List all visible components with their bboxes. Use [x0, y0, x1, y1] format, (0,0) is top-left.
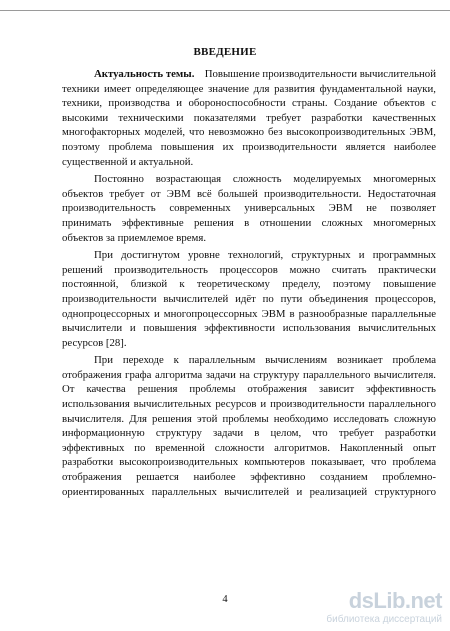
- text-line: [0, 485, 450, 500]
- text-line: [0, 397, 450, 412]
- text-line: [0, 441, 450, 456]
- text-line-content: ресурсов [28].: [62, 336, 127, 349]
- text-line-content: решений производительность процессоров можно считать практически: [62, 263, 436, 276]
- text-line-content: производительность современных универсальных ЭВМ не позволяет: [62, 202, 436, 215]
- text-line: [0, 292, 450, 307]
- text-line: [0, 125, 450, 140]
- text-line: [0, 336, 450, 351]
- text-line: [0, 455, 450, 470]
- text-line-content: отображения графа алгоритма задачи на структуру параллельного вычислителя.: [62, 368, 436, 381]
- text-line: [0, 216, 450, 231]
- text-line-content: использования вычислительных ресурсов и производительности параллельного: [62, 398, 436, 411]
- page-title: ВВЕДЕНИЕ: [193, 46, 257, 58]
- text-line: [0, 426, 450, 441]
- text-line-content: информационную структуру задачи в целом, что требует разработки: [62, 427, 436, 440]
- text-line: [0, 470, 450, 485]
- text-line-content: постоянной, близкой к теоретическому пределу, поэтому повышение: [62, 278, 436, 291]
- text-line-content: поэтому проблема повышения их производительности является наиболее: [62, 140, 436, 153]
- watermark: [312, 588, 442, 628]
- text-line-content: многофакторных моделей, что невозможно без высокопроизводительных ЭВМ,: [62, 126, 436, 139]
- text-line-content: производительности вычислителей идёт по пути объединения процессоров,: [62, 292, 436, 305]
- text-line-content: объектов требует от ЭВМ всё большей производительности. Недостаточная: [62, 187, 436, 200]
- text-line: [0, 412, 450, 427]
- text-line: [0, 368, 450, 383]
- text-line-content: отображения решается наиболее эффективно созданием проблемно-: [62, 471, 436, 484]
- text-line-content: объектов за приемлемое время.: [62, 231, 207, 244]
- text-line-content: техники, производства и обороноспособности страны. Создание объектов с: [62, 97, 436, 110]
- text-line-content: высокими техническими показателями требует разработки качественных: [62, 111, 436, 124]
- text-line-content: При достигнутом уровне технологий, структурных и программных: [94, 249, 436, 262]
- text-line: [0, 231, 450, 246]
- body-text: [0, 67, 450, 499]
- text-line-content: вычислители и повышения эффективности использования вычислительных: [62, 322, 436, 335]
- section-label: Актуальность темы.: [94, 68, 195, 80]
- text-line-content: эффективных по временной сложности алгоритмов. Накопленный опыт: [62, 441, 436, 454]
- page-number: 4: [222, 594, 228, 605]
- text-line: [0, 82, 450, 97]
- text-line-content: принимать эффективные решения в отношении сложных многомерных: [62, 216, 436, 229]
- text-line-content: От качества решения проблемы отображения зависит эффективность: [62, 383, 436, 396]
- text-line: [0, 382, 450, 397]
- text-line-content: техники имеет определяющее значение для развития фундаментальной науки,: [62, 82, 436, 95]
- text-line: [0, 67, 450, 82]
- text-line: [0, 248, 450, 263]
- watermark-subtitle: библиотека диссертаций: [326, 614, 442, 625]
- text-line-content: Постоянно возрастающая сложность моделируемых многомерных: [94, 173, 436, 186]
- text-line-content: вычислителя. Для решения этой проблемы необходимо исследовать сложную: [62, 412, 436, 425]
- text-line: [0, 263, 450, 278]
- text-line: [0, 277, 450, 292]
- text-line: [0, 96, 450, 111]
- text-line-content: При переходе к параллельным вычислениям возникает проблема: [94, 354, 436, 367]
- text-line: [0, 307, 450, 322]
- text-line: [0, 155, 450, 170]
- text-line: [0, 187, 450, 202]
- text-line: [0, 321, 450, 336]
- text-line: [0, 140, 450, 155]
- watermark-brand: dsLib.net: [348, 588, 442, 613]
- text-line: [0, 353, 450, 368]
- text-line: [0, 201, 450, 216]
- text-line-content: разработки высокопроизводительных компьютеров показывает, что проблема: [62, 456, 436, 469]
- text-line-content: Повышение производительности вычислительной: [204, 68, 436, 80]
- text-line: [0, 111, 450, 126]
- text-line: [0, 172, 450, 187]
- text-line-content: ориентированных параллельных вычислителей и реализацией структурного: [62, 485, 436, 498]
- text-line-content: однопроцессорных и многопроцессорных ЭВМ в разнообразные параллельные: [62, 307, 436, 320]
- text-line-content: существенной и актуальной.: [62, 155, 194, 168]
